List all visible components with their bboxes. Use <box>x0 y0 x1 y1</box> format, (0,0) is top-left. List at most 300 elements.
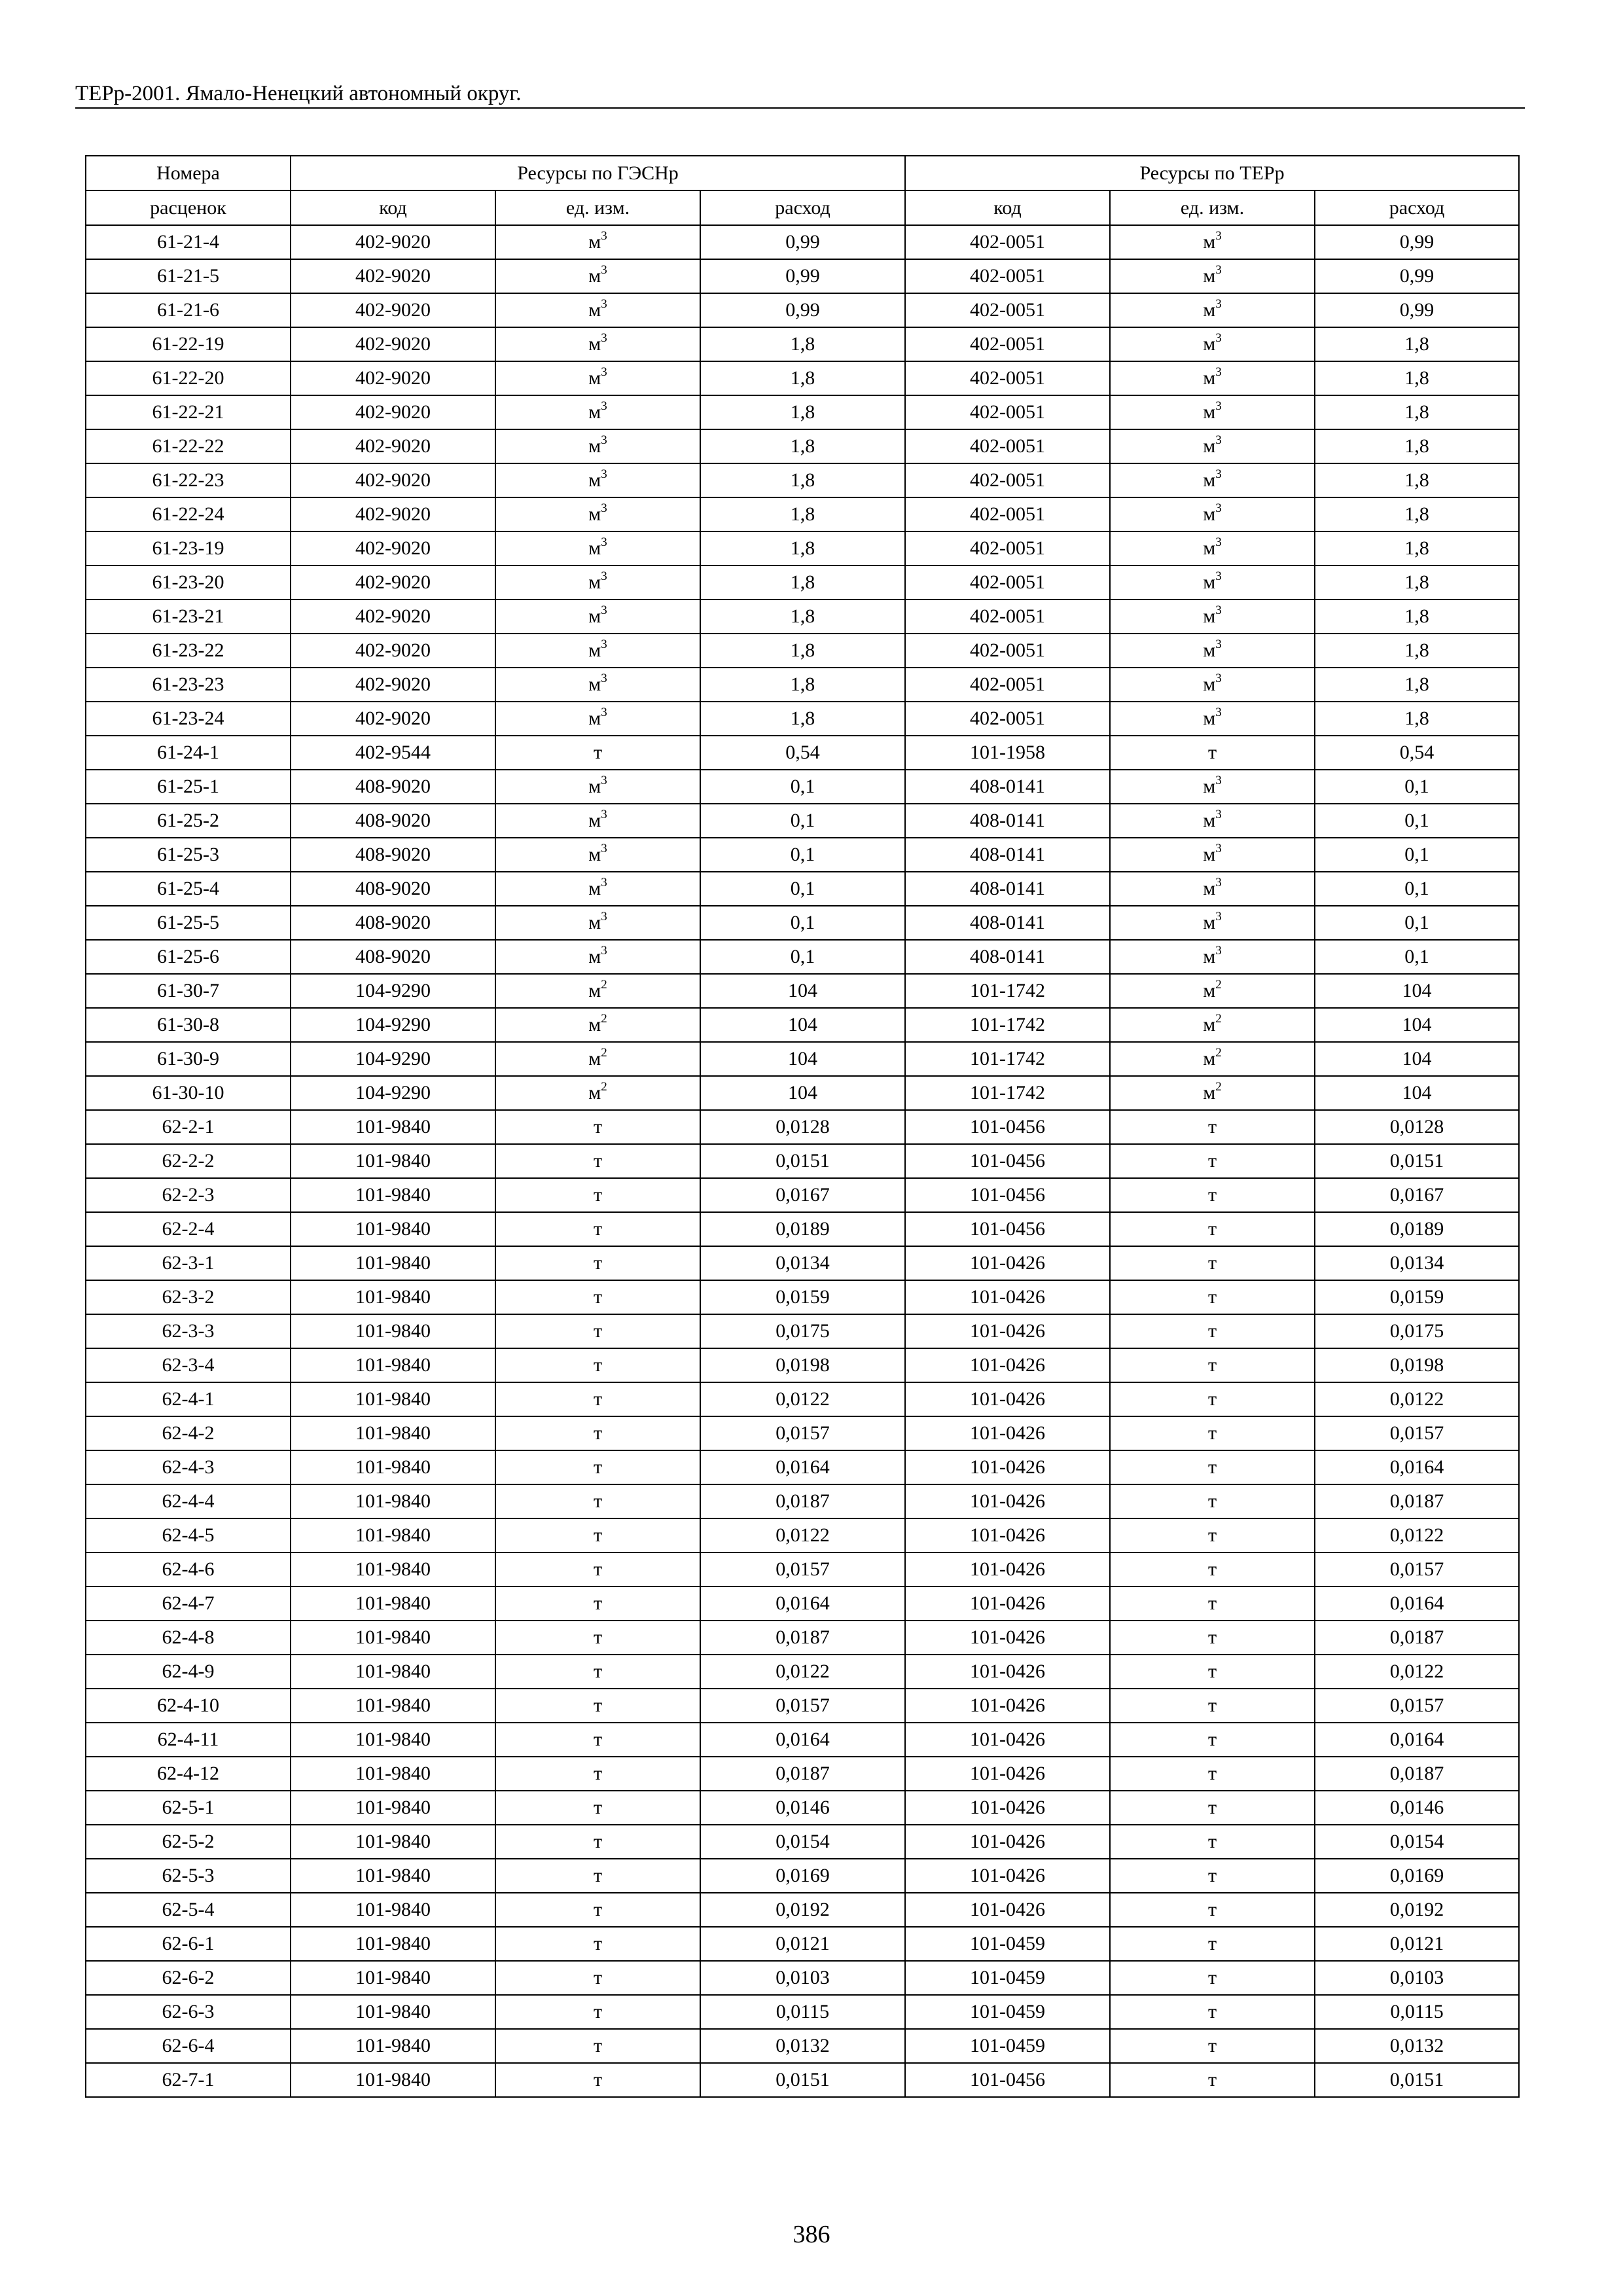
unit-text: т <box>593 2069 603 2090</box>
cell-ter-unit <box>1110 225 1315 259</box>
cell-gesn-unit <box>495 940 700 974</box>
table-row <box>86 1518 1519 1552</box>
cell-ter-rate: 0,1 <box>1315 770 1519 804</box>
cell-gesn-code: 402-9020 <box>291 463 495 497</box>
cell-ter-unit <box>1110 1382 1315 1416</box>
unit-exponent: 3 <box>601 569 607 583</box>
unit-text: м <box>1203 265 1216 287</box>
unit-text: т <box>593 1116 603 1138</box>
cell-gesn-unit <box>495 2063 700 2097</box>
cell-ter-code: 101-0426 <box>905 1893 1110 1927</box>
cell-ter-unit <box>1110 736 1315 770</box>
unit-exponent: 3 <box>601 433 607 447</box>
cell-ter-code: 101-0426 <box>905 1450 1110 1484</box>
unit-text: т <box>1207 1967 1217 1988</box>
cell-ter-rate: 0,0157 <box>1315 1552 1519 1587</box>
cell-gesn-code: 408-9020 <box>291 872 495 906</box>
table-row <box>86 327 1519 361</box>
cell-ter-code: 402-0051 <box>905 361 1110 395</box>
unit-text: т <box>1207 1695 1217 1716</box>
cell-gesn-unit <box>495 838 700 872</box>
cell-gesn-code: 101-9840 <box>291 1757 495 1791</box>
table-row <box>86 1655 1519 1689</box>
cell-rate-number: 61-30-7 <box>86 974 291 1008</box>
cell-gesn-code: 402-9020 <box>291 293 495 327</box>
cell-gesn-unit <box>495 395 700 429</box>
cell-ter-unit <box>1110 2029 1315 2063</box>
cell-ter-unit <box>1110 1927 1315 1961</box>
cell-gesn-code: 104-9290 <box>291 974 495 1008</box>
cell-ter-code: 101-0456 <box>905 1212 1110 1246</box>
unit-text: м <box>1203 605 1216 627</box>
table-row <box>86 1178 1519 1212</box>
cell-ter-unit <box>1110 361 1315 395</box>
cell-rate-number: 62-6-3 <box>86 1995 291 2029</box>
unit-text: м <box>1203 537 1216 559</box>
cell-ter-rate: 0,0151 <box>1315 2063 1519 2097</box>
cell-ter-rate: 0,54 <box>1315 736 1519 770</box>
cell-gesn-code: 104-9290 <box>291 1042 495 1076</box>
cell-ter-unit <box>1110 1995 1315 2029</box>
cell-rate-number: 62-4-6 <box>86 1552 291 1587</box>
cell-gesn-rate: 104 <box>700 1042 905 1076</box>
cell-ter-rate: 0,0146 <box>1315 1791 1519 1825</box>
cell-rate-number: 62-5-2 <box>86 1825 291 1859</box>
unit-exponent: 3 <box>601 910 607 924</box>
unit-exponent: 3 <box>601 944 607 958</box>
unit-exponent: 3 <box>601 706 607 719</box>
cell-ter-code: 101-0426 <box>905 1825 1110 1859</box>
cell-gesn-rate: 1,8 <box>700 395 905 429</box>
cell-rate-number: 61-23-20 <box>86 565 291 600</box>
cell-ter-unit <box>1110 1689 1315 1723</box>
table-row <box>86 429 1519 463</box>
cell-gesn-unit <box>495 1042 700 1076</box>
cell-gesn-unit <box>495 497 700 531</box>
cell-ter-code: 101-0426 <box>905 1621 1110 1655</box>
cell-ter-rate: 1,8 <box>1315 668 1519 702</box>
cell-ter-code: 101-0456 <box>905 2063 1110 2097</box>
cell-rate-number: 62-4-8 <box>86 1621 291 1655</box>
cell-ter-rate: 0,0122 <box>1315 1518 1519 1552</box>
unit-text: м <box>588 469 601 491</box>
unit-exponent: 2 <box>1215 1046 1222 1060</box>
unit-text: т <box>1207 1422 1217 1444</box>
cell-gesn-unit <box>495 565 700 600</box>
cell-ter-rate: 0,99 <box>1315 225 1519 259</box>
subheader-gesn-rate: расход <box>700 190 905 225</box>
cell-ter-rate: 104 <box>1315 1042 1519 1076</box>
cell-ter-rate: 0,0187 <box>1315 1484 1519 1518</box>
cell-ter-code: 408-0141 <box>905 770 1110 804</box>
cell-gesn-code: 101-9840 <box>291 1110 495 1144</box>
table-row <box>86 531 1519 565</box>
cell-ter-unit <box>1110 1655 1315 1689</box>
cell-gesn-code: 101-9840 <box>291 1518 495 1552</box>
cell-rate-number: 61-23-21 <box>86 600 291 634</box>
cell-gesn-rate: 0,0164 <box>700 1723 905 1757</box>
cell-gesn-rate: 0,0159 <box>700 1280 905 1314</box>
unit-text: т <box>1207 1899 1217 1920</box>
unit-exponent: 2 <box>601 978 607 992</box>
cell-gesn-unit <box>495 1246 700 1280</box>
cell-ter-rate: 0,0157 <box>1315 1416 1519 1450</box>
table-row <box>86 1144 1519 1178</box>
cell-gesn-code: 101-9840 <box>291 2063 495 2097</box>
cell-gesn-unit <box>495 327 700 361</box>
table-row <box>86 1621 1519 1655</box>
unit-text: т <box>593 1967 603 1988</box>
unit-text: т <box>593 1660 603 1682</box>
unit-text: м <box>1203 503 1216 525</box>
cell-ter-rate: 104 <box>1315 1076 1519 1110</box>
unit-text: м <box>1203 299 1216 321</box>
unit-text: т <box>1207 1933 1217 1954</box>
table-row <box>86 1587 1519 1621</box>
unit-text: м <box>588 503 601 525</box>
unit-text: т <box>1207 742 1217 763</box>
cell-gesn-rate: 0,0189 <box>700 1212 905 1246</box>
table-row <box>86 1280 1519 1314</box>
unit-exponent: 3 <box>601 501 607 515</box>
cell-gesn-rate: 0,0157 <box>700 1552 905 1587</box>
unit-text: т <box>593 1626 603 1648</box>
cell-ter-rate: 0,0169 <box>1315 1859 1519 1893</box>
unit-exponent: 2 <box>601 1012 607 1026</box>
cell-gesn-rate: 0,99 <box>700 259 905 293</box>
unit-text: м <box>588 265 601 287</box>
unit-text: т <box>1207 1456 1217 1478</box>
cell-gesn-rate: 1,8 <box>700 361 905 395</box>
unit-exponent: 2 <box>601 1046 607 1060</box>
cell-ter-code: 408-0141 <box>905 940 1110 974</box>
cell-gesn-rate: 1,8 <box>700 531 905 565</box>
table-row <box>86 940 1519 974</box>
cell-gesn-rate: 0,0187 <box>700 1621 905 1655</box>
cell-gesn-code: 408-9020 <box>291 838 495 872</box>
cell-ter-unit <box>1110 804 1315 838</box>
cell-ter-code: 101-0426 <box>905 1587 1110 1621</box>
page-number: 386 <box>793 2221 830 2248</box>
unit-text: м <box>588 401 601 423</box>
cell-ter-code: 402-0051 <box>905 565 1110 600</box>
unit-exponent: 3 <box>601 297 607 311</box>
cell-gesn-unit <box>495 1348 700 1382</box>
cell-ter-rate: 0,99 <box>1315 293 1519 327</box>
cell-rate-number: 62-2-2 <box>86 1144 291 1178</box>
cell-gesn-rate: 0,0164 <box>700 1587 905 1621</box>
cell-gesn-rate: 0,0122 <box>700 1382 905 1416</box>
cell-ter-code: 101-0426 <box>905 1552 1110 1587</box>
table-row <box>86 770 1519 804</box>
cell-gesn-rate: 0,0122 <box>700 1655 905 1689</box>
cell-ter-unit <box>1110 1518 1315 1552</box>
cell-ter-rate: 1,8 <box>1315 361 1519 395</box>
unit-text: т <box>1207 1150 1217 1172</box>
cell-rate-number: 62-4-11 <box>86 1723 291 1757</box>
unit-text: м <box>588 639 601 661</box>
unit-text: т <box>593 1763 603 1784</box>
cell-ter-rate: 1,8 <box>1315 702 1519 736</box>
cell-gesn-rate: 1,8 <box>700 634 905 668</box>
cell-ter-unit <box>1110 293 1315 327</box>
cell-ter-unit <box>1110 1042 1315 1076</box>
cell-ter-unit <box>1110 1893 1315 1927</box>
unit-exponent: 3 <box>1215 706 1222 719</box>
cell-gesn-unit <box>495 2029 700 2063</box>
unit-text: т <box>1207 2069 1217 2090</box>
unit-exponent: 2 <box>601 1080 607 1094</box>
cell-gesn-unit <box>495 702 700 736</box>
cell-ter-code: 101-1958 <box>905 736 1110 770</box>
cell-ter-code: 101-0456 <box>905 1110 1110 1144</box>
cell-ter-unit <box>1110 497 1315 531</box>
cell-ter-code: 101-0426 <box>905 1518 1110 1552</box>
cell-rate-number: 61-21-5 <box>86 259 291 293</box>
unit-exponent: 3 <box>601 263 607 277</box>
cell-gesn-code: 101-9840 <box>291 1450 495 1484</box>
table-body <box>86 225 1519 2097</box>
cell-rate-number: 61-22-23 <box>86 463 291 497</box>
unit-text: т <box>593 1184 603 1206</box>
cell-gesn-code: 402-9020 <box>291 565 495 600</box>
cell-ter-rate: 0,0187 <box>1315 1621 1519 1655</box>
cell-ter-code: 101-1742 <box>905 1008 1110 1042</box>
unit-text: т <box>1207 1286 1217 1308</box>
table-row <box>86 2063 1519 2097</box>
unit-text: т <box>593 1320 603 1342</box>
cell-gesn-unit <box>495 259 700 293</box>
unit-text: м <box>588 367 601 389</box>
table-row <box>86 1008 1519 1042</box>
unit-text: т <box>593 1388 603 1410</box>
unit-text: т <box>1207 1729 1217 1750</box>
table-row <box>86 1212 1519 1246</box>
cell-ter-unit <box>1110 1348 1315 1382</box>
cell-ter-rate: 0,0167 <box>1315 1178 1519 1212</box>
cell-ter-unit <box>1110 463 1315 497</box>
cell-gesn-rate: 0,0134 <box>700 1246 905 1280</box>
cell-gesn-code: 104-9290 <box>291 1008 495 1042</box>
cell-ter-code: 101-1742 <box>905 974 1110 1008</box>
cell-gesn-code: 408-9020 <box>291 940 495 974</box>
cell-rate-number: 62-6-1 <box>86 1927 291 1961</box>
cell-ter-unit <box>1110 1825 1315 1859</box>
subheader-ter-code: код <box>905 190 1110 225</box>
resources-table <box>85 155 1520 2098</box>
unit-exponent: 3 <box>601 535 607 549</box>
cell-gesn-unit <box>495 1723 700 1757</box>
cell-gesn-code: 101-9840 <box>291 1655 495 1689</box>
cell-gesn-rate: 0,0122 <box>700 1518 905 1552</box>
cell-ter-code: 402-0051 <box>905 293 1110 327</box>
unit-text: т <box>593 1899 603 1920</box>
unit-text: м <box>588 1048 601 1069</box>
cell-gesn-unit <box>495 361 700 395</box>
unit-text: т <box>1207 2035 1217 2056</box>
cell-gesn-rate: 1,8 <box>700 429 905 463</box>
cell-gesn-rate: 1,8 <box>700 600 905 634</box>
cell-gesn-unit <box>495 1484 700 1518</box>
unit-text: м <box>1203 231 1216 253</box>
cell-ter-rate: 0,0128 <box>1315 1110 1519 1144</box>
cell-ter-unit <box>1110 1280 1315 1314</box>
unit-exponent: 3 <box>1215 263 1222 277</box>
table-row <box>86 497 1519 531</box>
cell-gesn-code: 101-9840 <box>291 1314 495 1348</box>
cell-rate-number: 62-4-3 <box>86 1450 291 1484</box>
cell-ter-unit <box>1110 1144 1315 1178</box>
cell-gesn-rate: 0,54 <box>700 736 905 770</box>
unit-text: м <box>1203 810 1216 831</box>
cell-gesn-code: 101-9840 <box>291 1621 495 1655</box>
cell-gesn-code: 101-9840 <box>291 1348 495 1382</box>
cell-gesn-rate: 0,0167 <box>700 1178 905 1212</box>
cell-ter-unit <box>1110 838 1315 872</box>
cell-ter-code: 101-0426 <box>905 1791 1110 1825</box>
cell-ter-unit <box>1110 1110 1315 1144</box>
unit-text: т <box>1207 1626 1217 1648</box>
table-row <box>86 702 1519 736</box>
header-group-gesn: Ресурсы по ГЭСНр <box>291 156 905 190</box>
unit-text: м <box>1203 571 1216 593</box>
unit-text: т <box>1207 1252 1217 1274</box>
cell-ter-rate: 0,0132 <box>1315 2029 1519 2063</box>
cell-rate-number: 61-23-23 <box>86 668 291 702</box>
table-row <box>86 225 1519 259</box>
unit-text: м <box>1203 708 1216 729</box>
cell-ter-code: 101-0426 <box>905 1348 1110 1382</box>
cell-gesn-rate: 0,99 <box>700 293 905 327</box>
unit-exponent: 3 <box>1215 501 1222 515</box>
cell-ter-rate: 104 <box>1315 974 1519 1008</box>
cell-gesn-rate: 0,0151 <box>700 2063 905 2097</box>
table-row <box>86 1042 1519 1076</box>
unit-text: м <box>1203 401 1216 423</box>
table-row <box>86 293 1519 327</box>
cell-gesn-unit <box>495 1280 700 1314</box>
cell-gesn-code: 402-9020 <box>291 600 495 634</box>
cell-ter-unit <box>1110 259 1315 293</box>
unit-text: т <box>593 1933 603 1954</box>
cell-rate-number: 61-30-9 <box>86 1042 291 1076</box>
unit-exponent: 3 <box>1215 399 1222 413</box>
table-row <box>86 1246 1519 1280</box>
cell-ter-rate: 0,1 <box>1315 804 1519 838</box>
cell-rate-number: 62-2-4 <box>86 1212 291 1246</box>
cell-gesn-rate: 1,8 <box>700 565 905 600</box>
cell-rate-number: 62-4-12 <box>86 1757 291 1791</box>
cell-ter-unit <box>1110 600 1315 634</box>
unit-text: м <box>1203 367 1216 389</box>
unit-text: т <box>593 1797 603 1818</box>
unit-text: м <box>588 537 601 559</box>
unit-exponent: 3 <box>1215 672 1222 685</box>
cell-gesn-code: 101-9840 <box>291 1587 495 1621</box>
cell-gesn-code: 402-9020 <box>291 531 495 565</box>
table-row <box>86 1723 1519 1757</box>
cell-gesn-code: 101-9840 <box>291 1552 495 1587</box>
cell-gesn-rate: 0,0157 <box>700 1416 905 1450</box>
cell-gesn-rate: 0,1 <box>700 838 905 872</box>
cell-gesn-code: 101-9840 <box>291 1416 495 1450</box>
cell-gesn-rate: 104 <box>700 1008 905 1042</box>
cell-ter-code: 402-0051 <box>905 497 1110 531</box>
cell-gesn-unit <box>495 1212 700 1246</box>
cell-gesn-rate: 0,1 <box>700 770 905 804</box>
cell-rate-number: 62-2-3 <box>86 1178 291 1212</box>
cell-gesn-code: 402-9020 <box>291 497 495 531</box>
cell-gesn-rate: 104 <box>700 1076 905 1110</box>
cell-gesn-rate: 0,0157 <box>700 1689 905 1723</box>
table-row <box>86 565 1519 600</box>
cell-ter-code: 402-0051 <box>905 463 1110 497</box>
cell-rate-number: 61-23-19 <box>86 531 291 565</box>
cell-gesn-code: 402-9020 <box>291 361 495 395</box>
cell-rate-number: 62-7-1 <box>86 2063 291 2097</box>
cell-rate-number: 61-23-24 <box>86 702 291 736</box>
cell-gesn-unit <box>495 600 700 634</box>
unit-exponent: 3 <box>1215 603 1222 617</box>
cell-ter-unit <box>1110 668 1315 702</box>
cell-gesn-rate: 1,8 <box>700 463 905 497</box>
cell-gesn-rate: 1,8 <box>700 702 905 736</box>
header-group-ter: Ресурсы по ТЕРр <box>905 156 1519 190</box>
cell-ter-unit <box>1110 634 1315 668</box>
cell-gesn-rate: 1,8 <box>700 327 905 361</box>
table-row <box>86 1314 1519 1348</box>
cell-rate-number: 61-21-6 <box>86 293 291 327</box>
unit-exponent: 3 <box>601 637 607 651</box>
cell-gesn-unit <box>495 463 700 497</box>
unit-text: м <box>1203 673 1216 695</box>
cell-ter-rate: 1,8 <box>1315 463 1519 497</box>
cell-gesn-code: 402-9020 <box>291 395 495 429</box>
unit-exponent: 3 <box>1215 774 1222 787</box>
cell-ter-unit <box>1110 1961 1315 1995</box>
cell-ter-unit <box>1110 1314 1315 1348</box>
cell-gesn-rate: 0,0154 <box>700 1825 905 1859</box>
cell-gesn-unit <box>495 1859 700 1893</box>
table-row <box>86 1450 1519 1484</box>
unit-text: м <box>588 946 601 967</box>
cell-gesn-rate: 0,0103 <box>700 1961 905 1995</box>
cell-ter-code: 402-0051 <box>905 668 1110 702</box>
cell-gesn-unit <box>495 1110 700 1144</box>
cell-ter-code: 402-0051 <box>905 531 1110 565</box>
unit-text: т <box>593 1286 603 1308</box>
cell-rate-number: 62-5-4 <box>86 1893 291 1927</box>
cell-gesn-unit <box>495 1791 700 1825</box>
unit-exponent: 3 <box>1215 331 1222 345</box>
unit-text: т <box>593 1422 603 1444</box>
cell-rate-number: 61-30-8 <box>86 1008 291 1042</box>
unit-text: м <box>1203 946 1216 967</box>
cell-ter-rate: 0,0134 <box>1315 1246 1519 1280</box>
cell-ter-unit <box>1110 2063 1315 2097</box>
cell-gesn-code: 101-9840 <box>291 1144 495 1178</box>
table-row <box>86 395 1519 429</box>
unit-text: т <box>593 1524 603 1546</box>
cell-gesn-unit <box>495 429 700 463</box>
cell-ter-unit <box>1110 429 1315 463</box>
unit-text: т <box>1207 1218 1217 1240</box>
unit-exponent: 3 <box>1215 467 1222 481</box>
cell-gesn-unit <box>495 634 700 668</box>
unit-exponent: 3 <box>1215 842 1222 855</box>
subheader-gesn-unit: ед. изм. <box>495 190 700 225</box>
cell-rate-number: 62-3-2 <box>86 1280 291 1314</box>
